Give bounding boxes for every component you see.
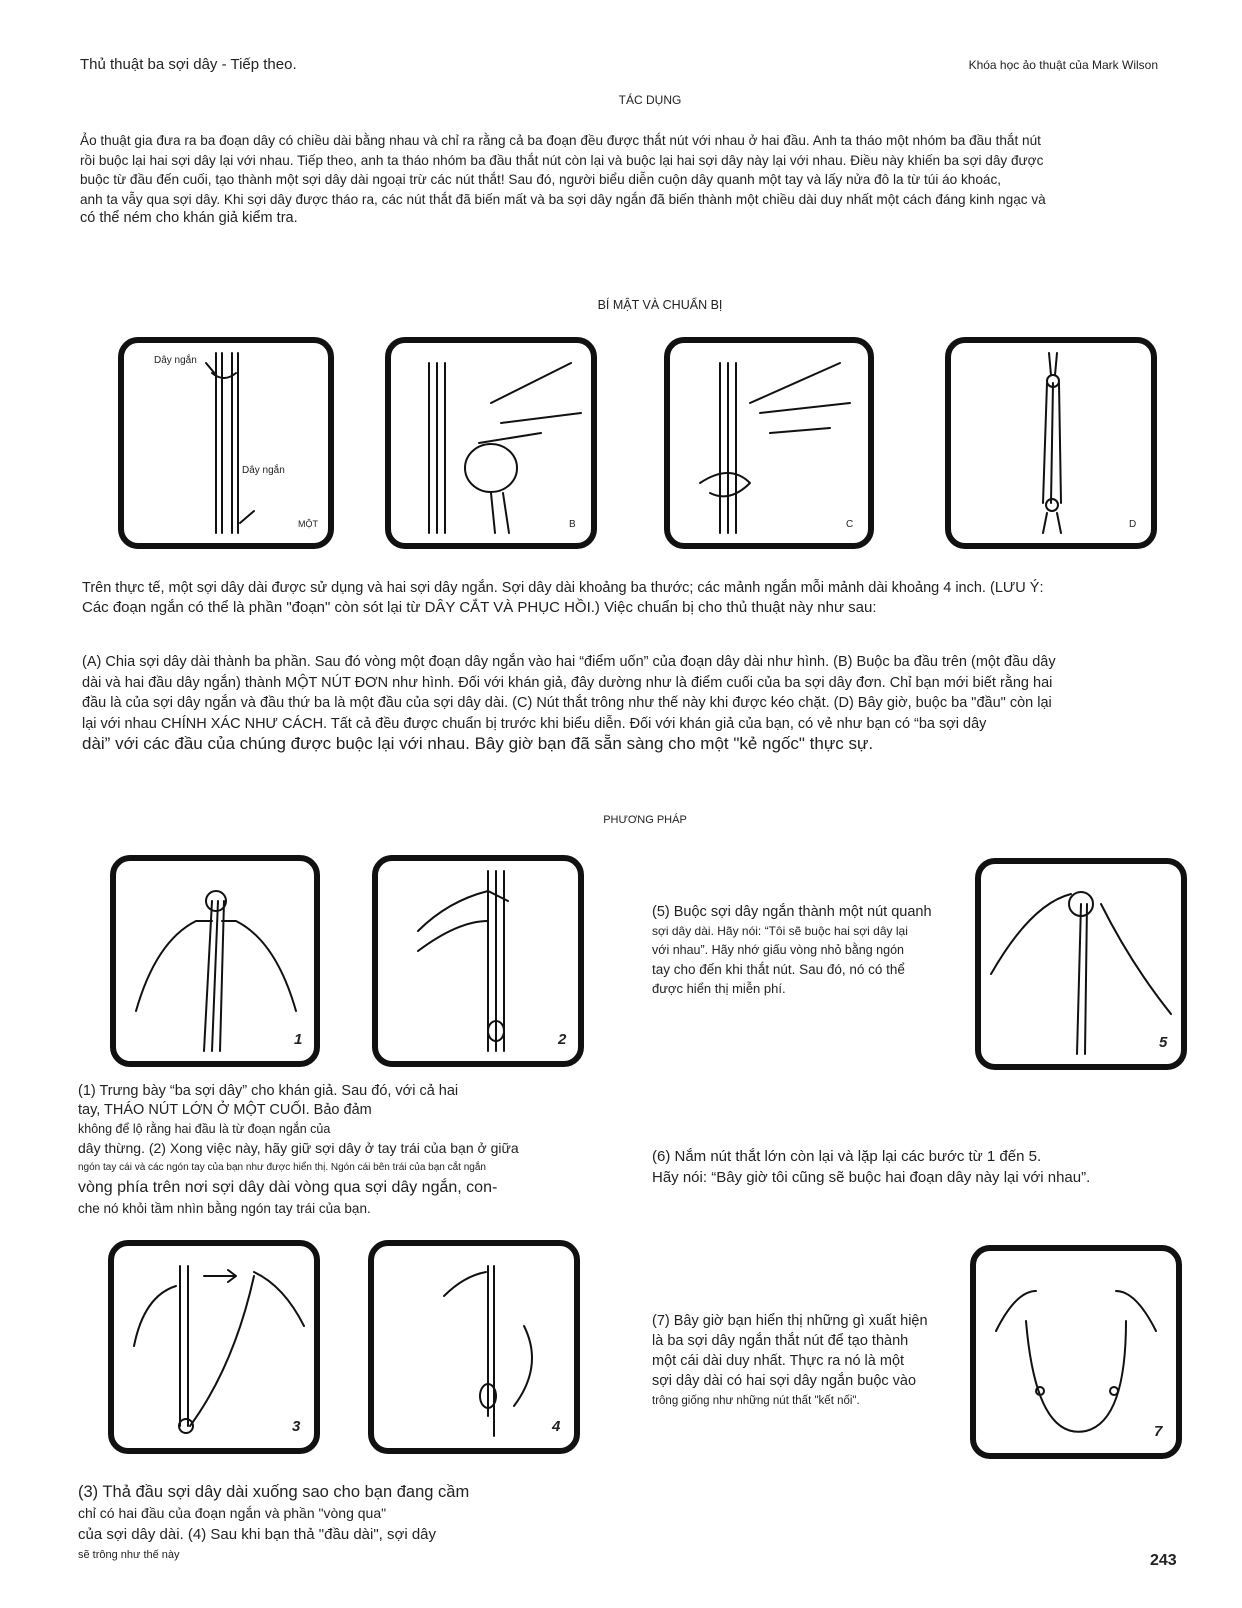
step34-line: (3) Thả đầu sợi dây dài xuống sao cho bạn đang cầm — [78, 1483, 470, 1501]
step-5-caption — [652, 903, 972, 998]
rope-knot-drawing-b — [391, 343, 591, 543]
step-1-2-caption — [78, 1082, 598, 1218]
illustration-panel-c — [664, 337, 874, 549]
effect-line: Ảo thuật gia đưa ra ba đoạn dây có chiều dài bằng nhau và chỉ ra rằng cả ba đoạn đều được thắt nút với nhau ở hai đầu. Anh ta tháo một nhóm ba đầu thắt nút — [80, 133, 1041, 148]
section-title-effect: TÁC DỤNG — [618, 93, 682, 107]
panel-tag-c: C — [846, 519, 854, 530]
prep-paragraph — [82, 652, 1172, 755]
step-3-4-caption — [78, 1482, 638, 1566]
step6-line: Hãy nói: “Bây giờ tôi cũng sẽ buộc hai đoạn dây này lại với nhau”. — [652, 1169, 1091, 1186]
prep-line: lại với nhau CHÍNH XÁC NHƯ CÁCH. Tất cả đều được chuẩn bị trước khi biểu diễn. Đối với khán giả của bạn, có vẻ như bạn có “ba sợi dây — [82, 715, 987, 732]
panel-tag-b: B — [569, 519, 576, 530]
hands-untie-knot-drawing — [116, 861, 314, 1061]
prep-line: (A) Chia sợi dây dài thành ba phần. Sau đó vòng một đoạn dây ngắn vào hai “điểm uốn” của đoạn dây dài như hình. (B) Buộc ba đầu trên (một đầu dây — [82, 654, 1056, 670]
illustration-step-5 — [975, 858, 1187, 1070]
step12-line: tay, THÁO NÚT LỚN Ở MỘT CUỐI. Bảo đảm — [78, 1102, 372, 1118]
hand-holding-ropes-drawing — [378, 861, 578, 1061]
step12-line: không để lộ rằng hai đầu là từ đoạn ngắn của — [78, 1122, 331, 1136]
step5-line: tay cho đến khi thắt nút. Sau đó, nó có thể — [652, 962, 905, 977]
step7-line: là ba sợi dây ngắn thắt nút để tạo thành — [652, 1333, 909, 1349]
step34-line: sẽ trông như thế này — [78, 1549, 180, 1561]
prep-line: dài và hai đầu dây ngắn) thành MỘT NÚT ĐƠN như hình. Đối với khán giả, đây dường như là điểm cuối của ba sợi dây đơn. Chỉ bạn mới biết rằng hai — [82, 674, 1053, 691]
step7-line: trông giống như những nút thất "kết nối". — [652, 1395, 860, 1407]
step34-line: của sợi dây dài. (4) Sau khi bạn thả "đầu dài", sợi dây — [78, 1526, 437, 1543]
secret-paragraph — [82, 578, 1172, 618]
rope-display-drawing — [976, 1251, 1176, 1453]
step5-line: sợi dây dài. Hãy nói: “Tôi sẽ buộc hai sợi dây lại — [652, 924, 908, 938]
step5-line: (5) Buộc sợi dây ngắn thành một nút quanh — [652, 904, 932, 920]
step-number-2: 2 — [558, 1031, 567, 1048]
label-short-rope-mid: Dây ngắn — [242, 465, 285, 476]
effect-paragraph — [80, 131, 1170, 229]
effect-line: anh ta vẫy qua sợi dây. Khi sợi dây được tháo ra, các nút thắt đã biến mất và ba sợi dây ngắn đã biến thành một chiều dài duy nhất một cách đáng kinh ngạc và — [80, 191, 1046, 207]
secret-line: Các đoạn ngắn có thể là phần "đoạn" còn sót lại từ DÂY CẮT VÀ PHỤC HỒI.) Việc chuẩn bị cho thủ thuật này như sau: — [82, 599, 877, 616]
effect-line: có thể ném cho khán giả kiểm tra. — [80, 210, 298, 226]
illustration-step-4 — [368, 1240, 580, 1454]
step12-line: vòng phía trên nơi sợi dây dài vòng qua sợi dây ngắn, con- — [78, 1179, 498, 1196]
step-number-4: 4 — [552, 1418, 561, 1435]
tie-knot-drawing — [981, 864, 1181, 1064]
rope-prepared-drawing-d — [951, 343, 1151, 543]
running-header-course: Khóa học ảo thuật của Mark Wilson — [968, 58, 1158, 72]
step12-line: (1) Trưng bày “ba sợi dây” cho khán giả. Sau đó, với cả hai — [78, 1083, 459, 1099]
rope-prep-drawing-a — [124, 343, 328, 543]
prep-line: dài” với các đầu của chúng được buộc lại với nhau. Bây giờ bạn đã sẵn sàng cho một "kẻ ngốc" thực sự. — [82, 734, 874, 753]
panel-tag-d: D — [1129, 519, 1137, 530]
secret-line: Trên thực tế, một sợi dây dài được sử dụng và hai sợi dây ngắn. Sợi dây dài khoảng ba thước; các mảnh ngắn mỗi mảnh dài khoảng 4 inch. (LƯU Ý: — [82, 580, 1044, 596]
effect-line: rồi buộc lại hai sợi dây lại với nhau. Tiếp theo, anh ta tháo nhóm ba đầu thắt nút còn lại và buộc lại hai sợi dây này lại với nhau. Điều này khiến ba sợi dây được — [80, 152, 1044, 168]
illustration-panel-d — [945, 337, 1157, 549]
illustration-step-2 — [372, 855, 584, 1067]
step34-line: chỉ có hai đầu của đoạn ngắn và phần "vòng qua" — [78, 1505, 387, 1521]
rope-knot-drawing-c — [670, 343, 868, 543]
panel-tag-a: MỘT — [298, 519, 318, 529]
step-number-7: 7 — [1154, 1423, 1163, 1440]
illustration-step-3 — [108, 1240, 320, 1454]
label-short-rope-top: Dây ngắn — [154, 355, 197, 366]
step12-line: ngón tay cái và các ngón tay của bạn như được hiển thị. Ngón cái bên trái của bạn cắt ngắn — [78, 1162, 486, 1173]
step-number-5: 5 — [1159, 1034, 1168, 1051]
effect-line: buộc từ đầu đến cuối, tạo thành một sợi dây dài ngoại trừ các nút thắt! Sau đó, người biểu diễn cuộn dây quanh một tay và lấy nửa đô la từ túi áo khoác, — [80, 172, 1002, 187]
step7-line: (7) Bây giờ bạn hiển thị những gì xuất hiện — [652, 1313, 928, 1329]
running-header-title: Thủ thuật ba sợi dây - Tiếp theo. — [80, 56, 297, 73]
step-6-caption — [652, 1146, 1192, 1188]
step6-line: (6) Nắm nút thắt lớn còn lại và lặp lại các bước từ 1 đến 5. — [652, 1148, 1042, 1165]
step5-line: được hiển thị miễn phí. — [652, 981, 786, 996]
section-title-method: PHƯƠNG PHÁP — [603, 814, 687, 826]
step-number-1: 1 — [294, 1031, 303, 1048]
illustration-panel-a — [118, 337, 334, 549]
step12-line: dây thừng. (2) Xong việc này, hãy giữ sợi dây ở tay trái của bạn ở giữa — [78, 1140, 519, 1156]
step7-line: sợi dây dài có hai sợi dây ngắn buộc vào — [652, 1373, 917, 1389]
step-number-3: 3 — [292, 1418, 301, 1435]
section-title-secret: BÍ MẬT VÀ CHUẨN BỊ — [597, 298, 723, 312]
rope-hanging-drawing — [374, 1246, 574, 1448]
step-7-caption — [652, 1311, 972, 1411]
page-number: 243 — [1150, 1552, 1177, 1569]
step5-line: với nhau”. Hãy nhớ giấu vòng nhỏ bằng ngón — [652, 943, 904, 957]
drop-long-end-drawing — [114, 1246, 314, 1448]
step12-line: che nó khỏi tầm nhìn bằng ngón tay trái của bạn. — [78, 1201, 371, 1216]
illustration-panel-b — [385, 337, 597, 549]
illustration-step-1 — [110, 855, 320, 1067]
prep-line: đầu là của sợi dây ngắn và đầu thứ ba là một đầu của sợi dây dài. (C) Nút thắt trông như thế này khi được kéo chặt. (D) Bây giờ, buộc ba "đầu" còn lại — [82, 695, 1052, 711]
step7-line: một cái dài duy nhất. Thực ra nó là một — [652, 1353, 905, 1369]
illustration-step-7 — [970, 1245, 1182, 1459]
